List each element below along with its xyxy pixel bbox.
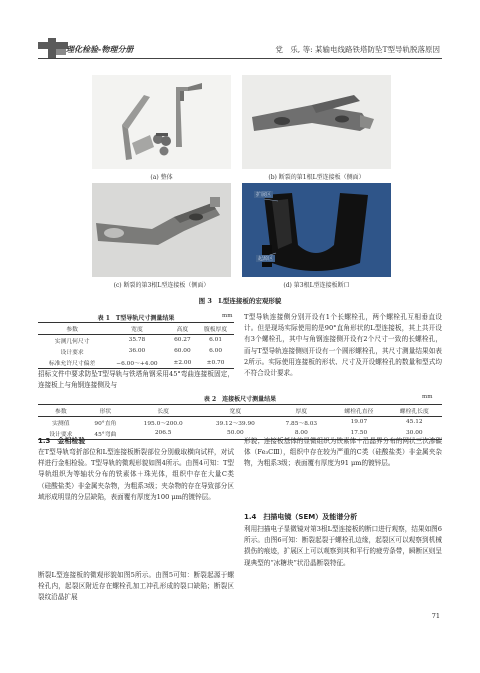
table-cell: 60.00 [174,348,191,355]
table-cell: 7.85～8.03 [285,420,318,427]
table-header-cell: 参数 [66,326,78,333]
table-header-row [38,405,442,417]
photo-label-expansion-zone: 扩展区 [256,192,272,198]
section-heading-metallography: 1.3 金相检验 [38,437,86,445]
table-cell: 设计要求 [49,431,73,438]
table-header-cell: 高度 [176,326,189,333]
table-cell: 195.0～200.0 [143,420,183,427]
subcaption-a: (a) 整体 [150,174,173,181]
table-cell: 标准允许尺寸偏差 [48,361,96,367]
table-cell: −6.00～+4.00 [116,361,158,367]
table-cell: 19.07 [350,419,368,425]
figure-caption: 图 3 L型连接板的宏观形貌 [198,297,282,305]
table-cell: 90°直角 [94,420,117,427]
paragraph-left-mid: 招标文件中要求防坠T型导轨与铁塔角钢采用45°弯曲连接板固定，连接板上与角钢连接侧及与 [38,370,234,390]
table-header-cell: 宽度 [131,326,143,333]
table-header-cell: 长度 [157,408,169,415]
section-heading-sem: 1.4 扫描电镜（SEM）及能谱分析 [244,513,358,521]
table1-title: 表 1 T型导轨尺寸测量结果 [97,315,175,322]
header-rule [38,58,442,59]
table1 [38,322,234,369]
paragraph-right-top: T型导轨连接侧分别开设有1个长螺栓孔，两个螺栓孔互相垂直设计。但是现场实际使用的是90°直角形状的L型连接板，其上共开设有3个螺栓孔，其中与角钢连接侧开设有2个尺寸一致的长螺栓孔，而与T型导轨连接侧则开设有一个圆形螺栓孔，其尺寸测量结果如表2所示。实际使用连接板的形状、尺寸及开设螺栓孔的数量和型式均不符合设计要求。 [244,313,442,378]
table-header-cell: 腹板厚度 [203,326,228,333]
photo-bracket-1-side [242,75,391,169]
paragraph-metallography-1: 在T型导轨弯折部位和L型连接板断裂部位分别截取横向试样，对试样进行金相检验。T型导轨的微观形貌如图4所示。由图4可知：T型导轨组织为等轴状分布的铁素体＋珠光体，组织中存在大量C类（硅酸盐类）非金属夹杂物，为粗系3级；夹杂物的存在导致部分区域形成明显的分层缺陷，表面覆有厚度为100 μm的镀锌层。 [38,448,234,501]
table2-unit: mm [422,394,433,400]
table-cell: 35.78 [128,337,146,343]
table-cell: 实测值 [52,420,70,427]
photo-bracket-3-side [92,183,231,277]
table-row [38,346,234,358]
table-cell: 45.12 [405,419,423,425]
table-header-cell: 螺栓孔长度 [399,408,429,415]
running-header-authors: 党 乐, 等: 某输电线路铁塔防坠T型导轨脱落原因 [275,45,440,54]
table-header-cell: 厚度 [295,408,308,415]
table-cell: 39.12～39.90 [215,420,255,427]
table-cell: 45°弯曲 [94,431,117,438]
table-header-cell: 宽度 [229,408,242,415]
table-cell: 6.00 [209,348,223,355]
photo-fracture-surface [242,183,391,277]
table-cell: 6.01 [209,337,223,343]
subcaption-b: (b) 断裂的第1根L型连接板（侧面） [268,174,365,181]
paragraph-sem: 利用扫描电子显微镜对第3根L型连接板的断口进行观察，结果如图6所示。由图6可知：断裂起裂于螺栓孔边缘，起裂区可以观察到机械损伤的痕迹，扩展区上可以观察到其和平行的疲劳条带，瞬断区则呈现典型的“冰糖块”状沿晶断裂特征。 [244,525,442,567]
journal-logo [38,38,68,58]
table-cell: 206.5 [154,430,172,436]
photo-label-origin-zone: 起源区 [258,256,274,262]
table-row [38,334,234,346]
table-header-row [38,323,234,335]
table-cell: 36.00 [128,348,146,355]
subcaption-d: (d) 第3根L型连接板断口 [283,282,350,289]
table-row [38,357,234,369]
table-cell: 17.50 [350,430,368,436]
table2-title: 表 2 连接板尺寸测量结果 [203,396,277,403]
table-header-cell: 螺栓孔直径 [344,408,374,415]
table-cell: 50.00 [227,430,244,436]
page-number: 71 [431,612,440,620]
table-cell: ±0.70 [206,359,225,366]
table2 [38,404,442,440]
table-header-cell: 参数 [55,408,67,415]
table-header-cell: 形状 [99,408,112,415]
paragraph-right-mid: 形貌；连接板基体的显微组织为铁素体＋沿晶界分布的网状三次渗碳体（Fe₃CⅢ），组织中存在较为严重的C类（硅酸盐类）非金属夹杂物，为粗系3级；表面覆有厚度为91 μm的镀锌层。 [244,437,442,468]
table-cell: 8.00 [294,430,308,436]
table-cell: 实测几何尺寸 [54,338,90,345]
table-cell: 60.27 [174,337,191,343]
table-row [38,416,442,428]
table-cell: 设计要求 [60,349,84,356]
table1-unit: mm [222,313,233,319]
paragraph-metallography-2: 断裂L型连接板的微观形貌如图5所示。由图5可知：断裂起源于螺栓孔内，起裂区附近存在螺栓孔加工冲孔形成的裂口缺陷；断裂区裂纹沿晶扩展 [38,571,234,602]
subcaption-c: (c) 断裂的第3根L型连接板（侧面） [113,282,210,289]
table-cell: 30.00 [405,430,423,436]
journal-name: 理化检验-物理分册 [66,45,134,54]
table-cell: ±2.00 [173,359,192,366]
photo-overall-parts [92,75,231,169]
